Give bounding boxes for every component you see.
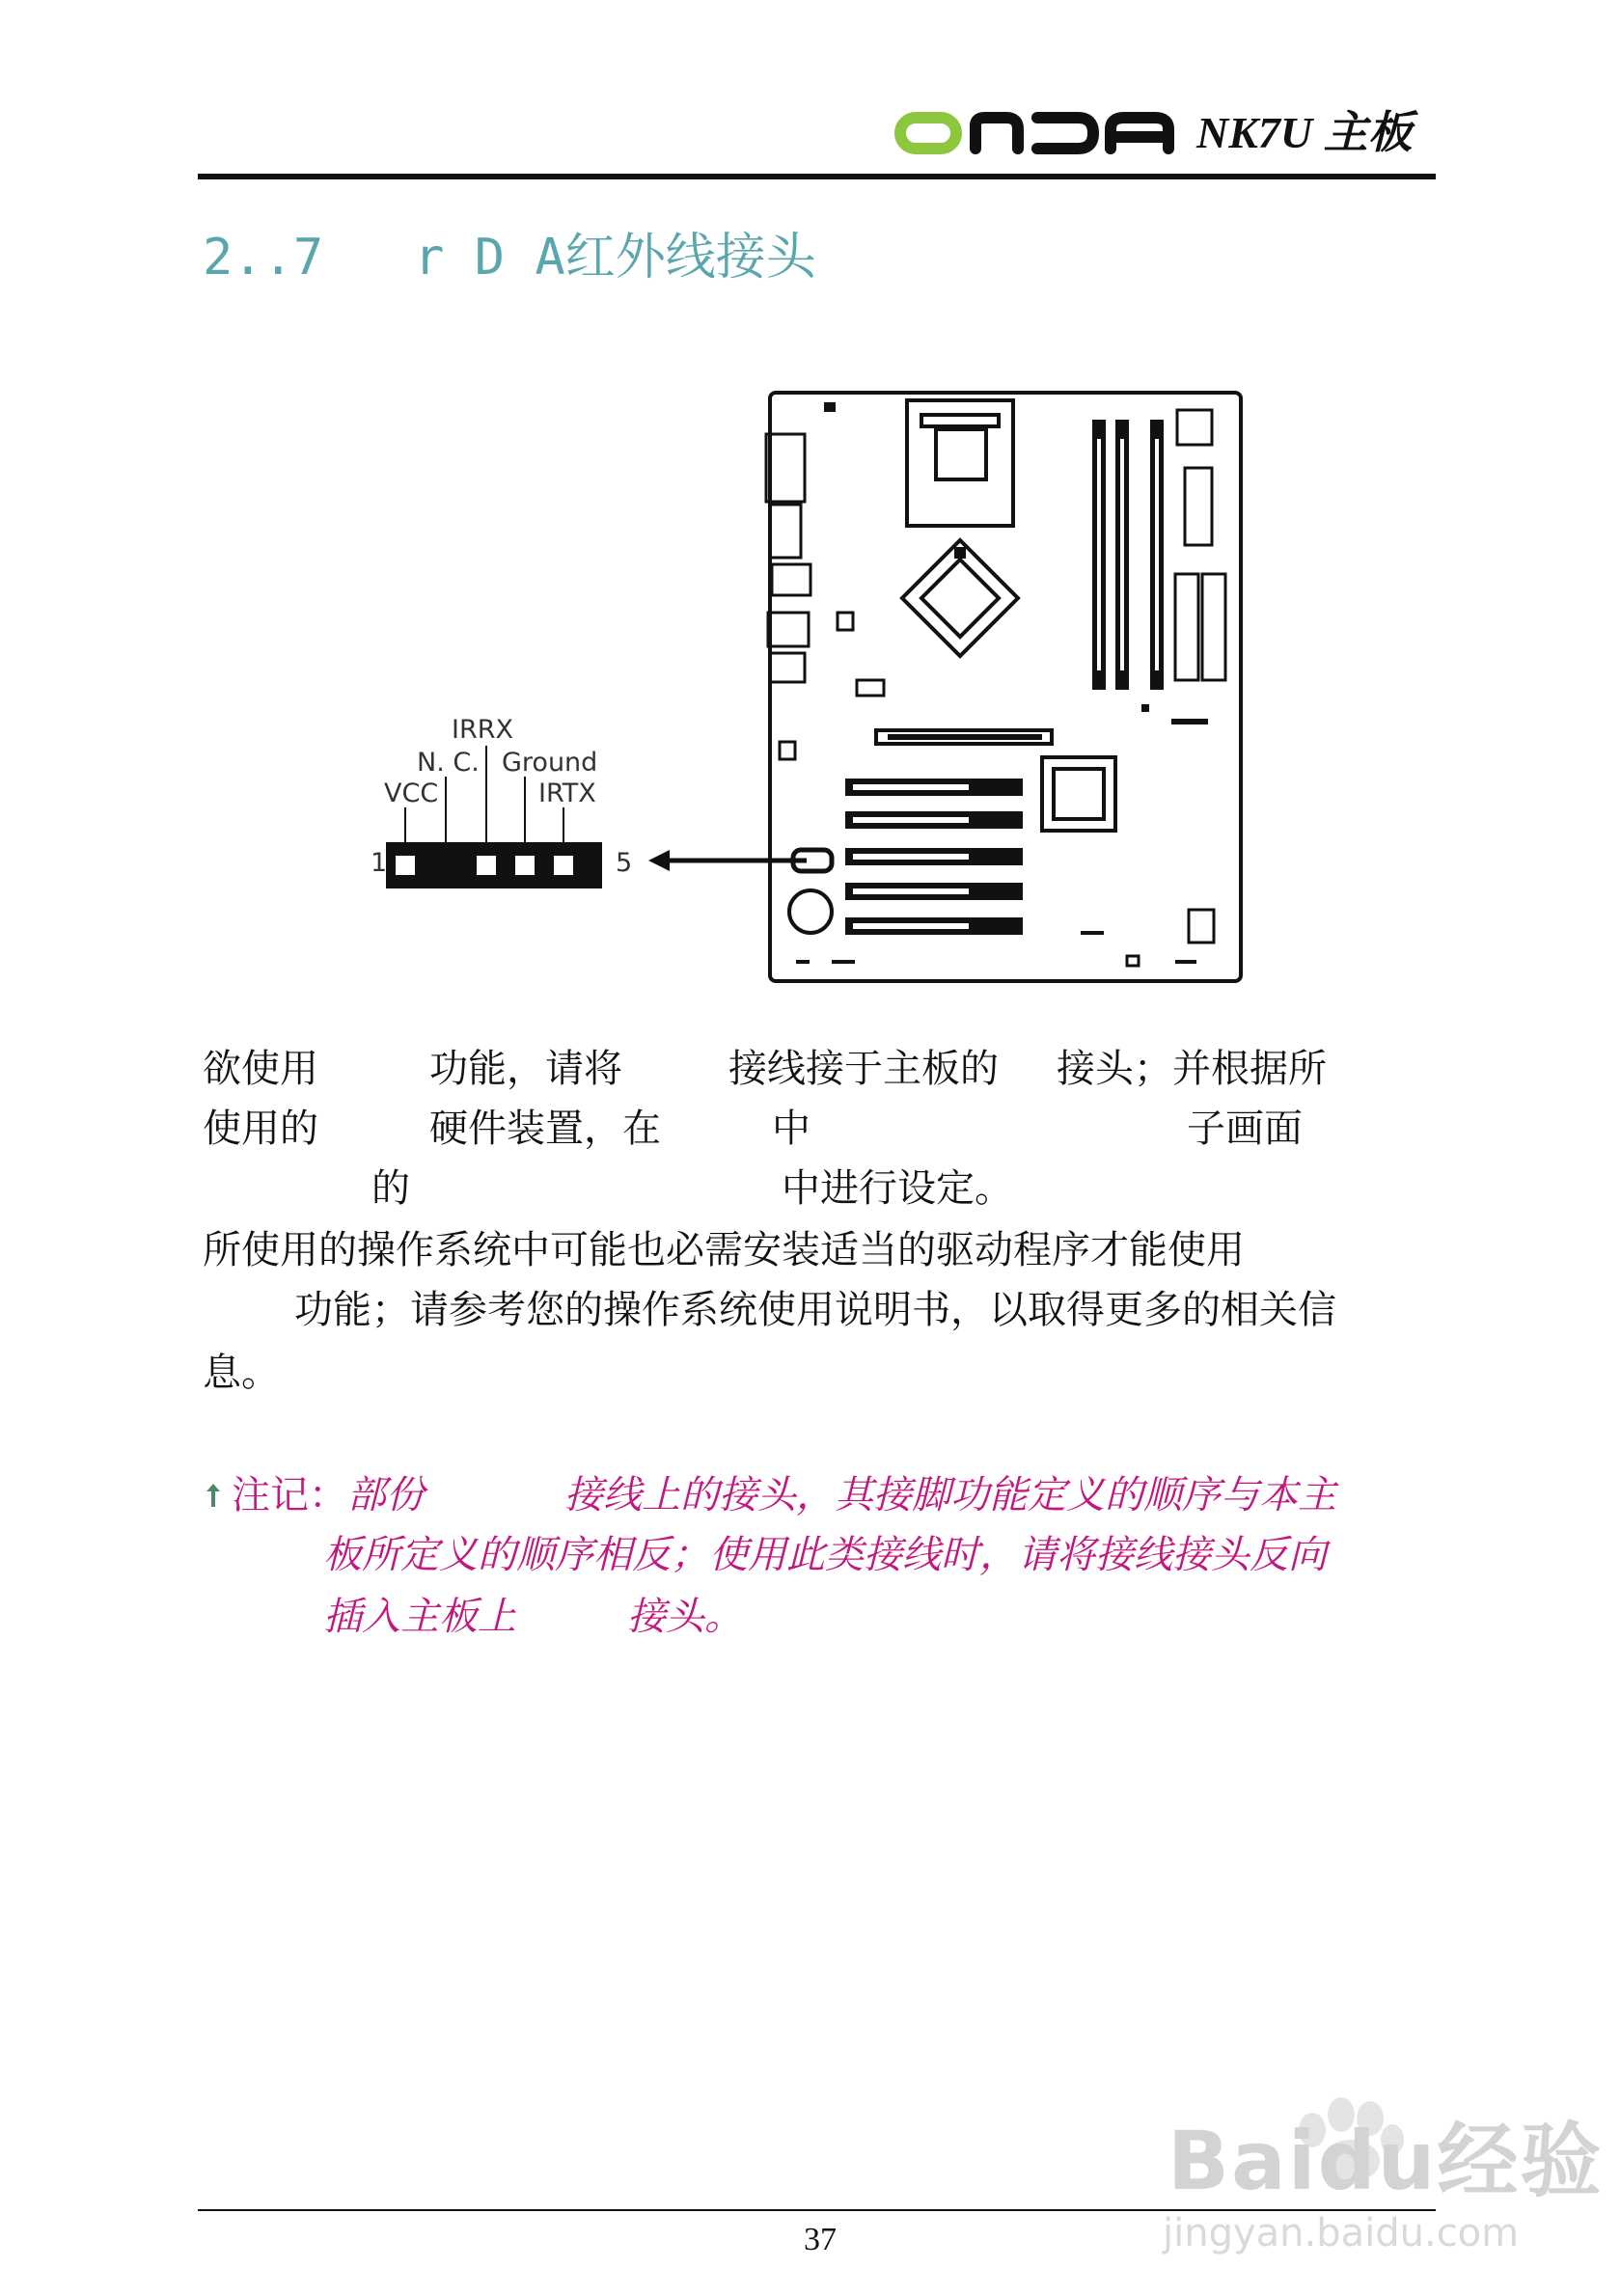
para1-line2: [203, 1105, 1303, 1153]
southbridge-chip: [1042, 757, 1115, 831]
watermark-brand: Baidu经验: [1168, 2114, 1604, 2208]
battery: [789, 890, 832, 933]
text-span: 接线上的接头，其接脚功能定义的顺序与本主: [564, 1473, 1336, 1517]
label-pin-5: 5: [616, 848, 633, 878]
label-vcc: VCC: [384, 779, 439, 808]
header-model: NK7U 主板: [1196, 108, 1413, 157]
watermark-url: jingyan.baidu.com: [1163, 2211, 1520, 2255]
label-ground: Ground: [502, 748, 598, 778]
irda-header-enlarged: [386, 842, 602, 888]
dimm-slots: [1092, 420, 1164, 690]
note-line1: [232, 1471, 1336, 1519]
para2-line3: 息。: [203, 1351, 280, 1395]
text-span: 接头。: [627, 1595, 743, 1639]
para1-line3: [371, 1164, 1013, 1213]
label-nc: N. C.: [417, 748, 480, 778]
text-span: 功能，请将: [429, 1047, 622, 1091]
section-title: [203, 224, 816, 291]
text-span: 欲使用: [203, 1047, 318, 1091]
para2-line2: 功能；请参考您的操作系统使用说明书，以取得更多的相关信: [294, 1288, 1336, 1332]
page-number: 37: [804, 2222, 837, 2257]
text-span: 接线接于主板的: [728, 1047, 999, 1091]
label-irtx: IRTX: [538, 779, 596, 808]
text-span: 中进行设定。: [782, 1166, 1013, 1211]
text-span: 子画面: [1187, 1107, 1303, 1151]
text-span: 插入主板上: [323, 1595, 516, 1639]
label-pin-1: 1: [371, 848, 388, 878]
text-span: 使用的: [203, 1107, 318, 1151]
note-pin-icon: [203, 1482, 224, 1509]
onda-logo: [893, 104, 1182, 162]
para2-line1: 所使用的操作系统中可能也必需安装适当的驱动程序才能使用: [203, 1228, 1245, 1272]
motherboard-diagram: [367, 381, 1254, 998]
text-span: 硬件装置，在: [429, 1107, 661, 1151]
note-line3: [323, 1593, 743, 1641]
note-label: 注记：: [232, 1473, 347, 1517]
text-span: 的: [371, 1166, 410, 1211]
back-panel-connectors: [766, 434, 810, 682]
note-line2: 板所定义的顺序相反；使用此类接线时，请将接线接头反向: [323, 1533, 1327, 1577]
text-span: 中: [772, 1107, 810, 1151]
cpu-socket: [907, 400, 1013, 526]
label-irrx: IRRX: [452, 715, 513, 745]
section-title-latin: r D A: [414, 229, 565, 287]
header-rule: [198, 174, 1436, 179]
section-title-cjk: 红外线接头: [564, 229, 816, 287]
section-number: 2..7: [203, 229, 324, 287]
text-span: 部份: [347, 1473, 425, 1517]
para1-line1: [203, 1045, 1327, 1093]
text-span: 接头；并根据所: [1057, 1047, 1327, 1091]
